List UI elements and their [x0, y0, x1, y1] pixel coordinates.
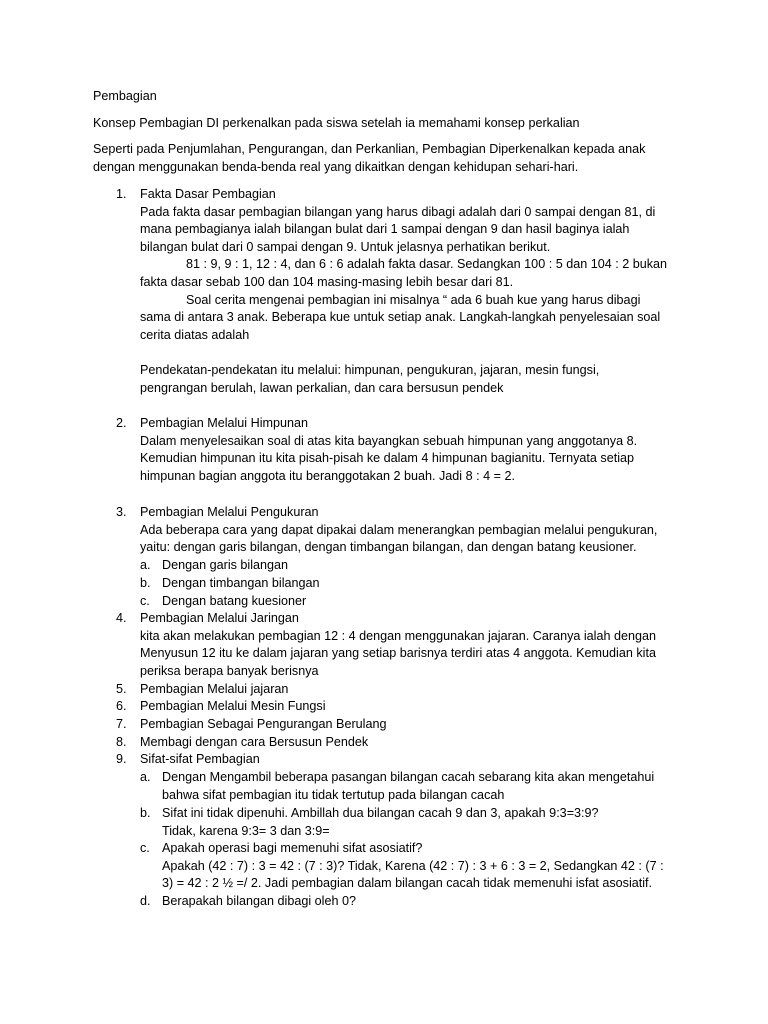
sub-text — [162, 893, 356, 911]
item-heading: Sifat-sifat Pembagian — [140, 752, 260, 766]
sub-text — [162, 840, 664, 893]
item-line: fakta dasar sebab 100 dan 104 masing-masing lebih besar dari 81. — [140, 274, 514, 289]
list-item-body — [140, 415, 637, 485]
item-heading: Pembagian Melalui Mesin Fungsi — [140, 699, 326, 713]
item-line: periksa berapa banyak berisnya — [140, 663, 319, 678]
list-item-body — [140, 186, 667, 397]
sub-letter: c. — [140, 841, 150, 855]
sub-text — [162, 769, 654, 804]
intro-text: Konsep Pembagian DI perkenalkan pada siswa setelah ia memahami konsep perkalian — [93, 116, 580, 130]
item-heading: Fakta Dasar Pembagian — [140, 187, 276, 201]
list-number: 7. — [116, 717, 127, 731]
list-number: 6. — [116, 699, 127, 713]
sub-text: Dengan timbangan bilangan — [162, 576, 320, 590]
sub-line: Apakah (42 : 7) : 3 = 42 : (7 : 3)? Tidak, Karena (42 : 7) : 3 + 6 : 3 = 2, Sedangkan 42 : (7 : — [162, 858, 664, 873]
paragraph-line: Seperti pada Penjumlahan, Pengurangan, dan Perkanlian, Pembagian Diperkenalkan kepada anak — [93, 142, 646, 156]
item-line: cerita diatas adalah — [140, 327, 250, 342]
sub-line: Tidak, karena 9:3= 3 dan 3:9= — [162, 823, 330, 838]
list-item-body — [140, 504, 657, 557]
item-heading: Pembagian Sebagai Pengurangan Berulang — [140, 717, 387, 731]
item-line: pengrangan berulah, lawan perkalian, dan cara bersusun pendek — [140, 380, 504, 395]
list-number: 3. — [116, 505, 127, 519]
item-line: Pada fakta dasar pembagian bilangan yang harus dibagi adalah dari 0 sampai dengan 81, di — [140, 204, 656, 219]
item-line: mana pembagianya ialah bilangan bulat dari 1 sampai dengan 9 dan hasil baginya ialah — [140, 222, 630, 237]
list-number: 8. — [116, 735, 127, 749]
sub-letter: b. — [140, 576, 151, 590]
list-number: 2. — [116, 416, 127, 430]
sub-letter: c. — [140, 594, 150, 608]
sub-letter: b. — [140, 806, 151, 820]
item-line: himpunan bagian anggota itu beranggotakan 2 buah. Jadi 8 : 4 = 2. — [140, 468, 515, 483]
sub-text: Dengan garis bilangan — [162, 558, 289, 572]
item-line: Ada beberapa cara yang dapat dipakai dalam menerangkan pembagian melalui pengukuran, — [140, 522, 658, 537]
item-heading: Pembagian Melalui jajaran — [140, 682, 289, 696]
sub-text: Dengan batang kuesioner — [162, 594, 307, 608]
item-heading: Membagi dengan cara Bersusun Pendek — [140, 735, 369, 749]
item-line: Menyusun 12 itu ke dalam jajaran yang setiap barisnya terdiri atas 4 anggota. Kemudian kita — [140, 646, 656, 661]
item-line: kita akan melakukan pembagian 12 : 4 dengan menggunakan jajaran. Caranya ialah dengan — [140, 628, 657, 643]
sub-line: 3) = 42 : 2 ½ =/ 2. Jadi pembagian dalam bilangan cacah tidak memenuhi isfat asosiatif. — [162, 876, 653, 891]
item-heading: Pembagian Melalui Himpunan — [140, 416, 309, 430]
sub-letter: a. — [140, 770, 151, 784]
document-title: Pembagian — [93, 89, 157, 103]
list-item-body — [140, 610, 656, 680]
sub-line: Berapakah bilangan dibagi oleh 0? — [162, 894, 356, 908]
item-line: Pendekatan-pendekatan itu melalui: himpunan, pengukuran, jajaran, mesin fungsi, — [140, 362, 600, 377]
sub-text — [162, 805, 599, 840]
sub-line: Dengan Mengambil beberapa pasangan bilangan cacah sebarang kita akan mengetahui — [162, 770, 655, 784]
item-line: Soal cerita mengenai pembagian ini misalnya “ ada 6 buah kue yang harus dibagi — [186, 292, 641, 307]
item-line: Kemudian himpunan itu kita pisah-pisah ke dalam 4 himpunan bagianitu. Ternyata setiap — [140, 451, 635, 466]
item-line: Dalam menyelesaikan soal di atas kita bayangkan sebuah himpunan yang anggotanya 8. — [140, 433, 638, 448]
item-line: sama di antara 3 anak. Beberapa kue untuk setiap anak. Langkah-langkah penyelesaian soal — [140, 310, 661, 325]
intro-paragraph — [93, 141, 645, 176]
list-number: 5. — [116, 682, 127, 696]
item-line: yaitu: dengan garis bilangan, dengan timbangan bilangan, dan dengan batang keusioner. — [140, 540, 637, 555]
list-number: 4. — [116, 611, 127, 625]
item-line: bilangan bulat dari 0 sampai dengan 9. Untuk jelasnya perhatikan berikut. — [140, 239, 551, 254]
item-heading: Pembagian Melalui Jaringan — [140, 611, 299, 625]
list-number: 9. — [116, 752, 127, 766]
paragraph-line: dengan menggunakan benda-benda real yang dikaitkan dengan kehidupan sehari-hari. — [93, 159, 579, 174]
sub-line: Apakah operasi bagi memenuhi sifat asosiatif? — [162, 841, 423, 855]
sub-letter: d. — [140, 894, 151, 908]
sub-line: Sifat ini tidak dipenuhi. Ambillah dua bilangan cacah 9 dan 3, apakah 9:3=3:9? — [162, 806, 599, 820]
sub-line: bahwa sifat pembagian itu tidak tertutup pada bilangan cacah — [162, 787, 505, 802]
sub-letter: a. — [140, 558, 151, 572]
item-line: 81 : 9, 9 : 1, 12 : 4, dan 6 : 6 adalah fakta dasar. Sedangkan 100 : 5 dan 104 : 2 bukan — [186, 257, 668, 272]
list-number: 1. — [116, 187, 127, 201]
item-heading: Pembagian Melalui Pengukuran — [140, 505, 319, 519]
